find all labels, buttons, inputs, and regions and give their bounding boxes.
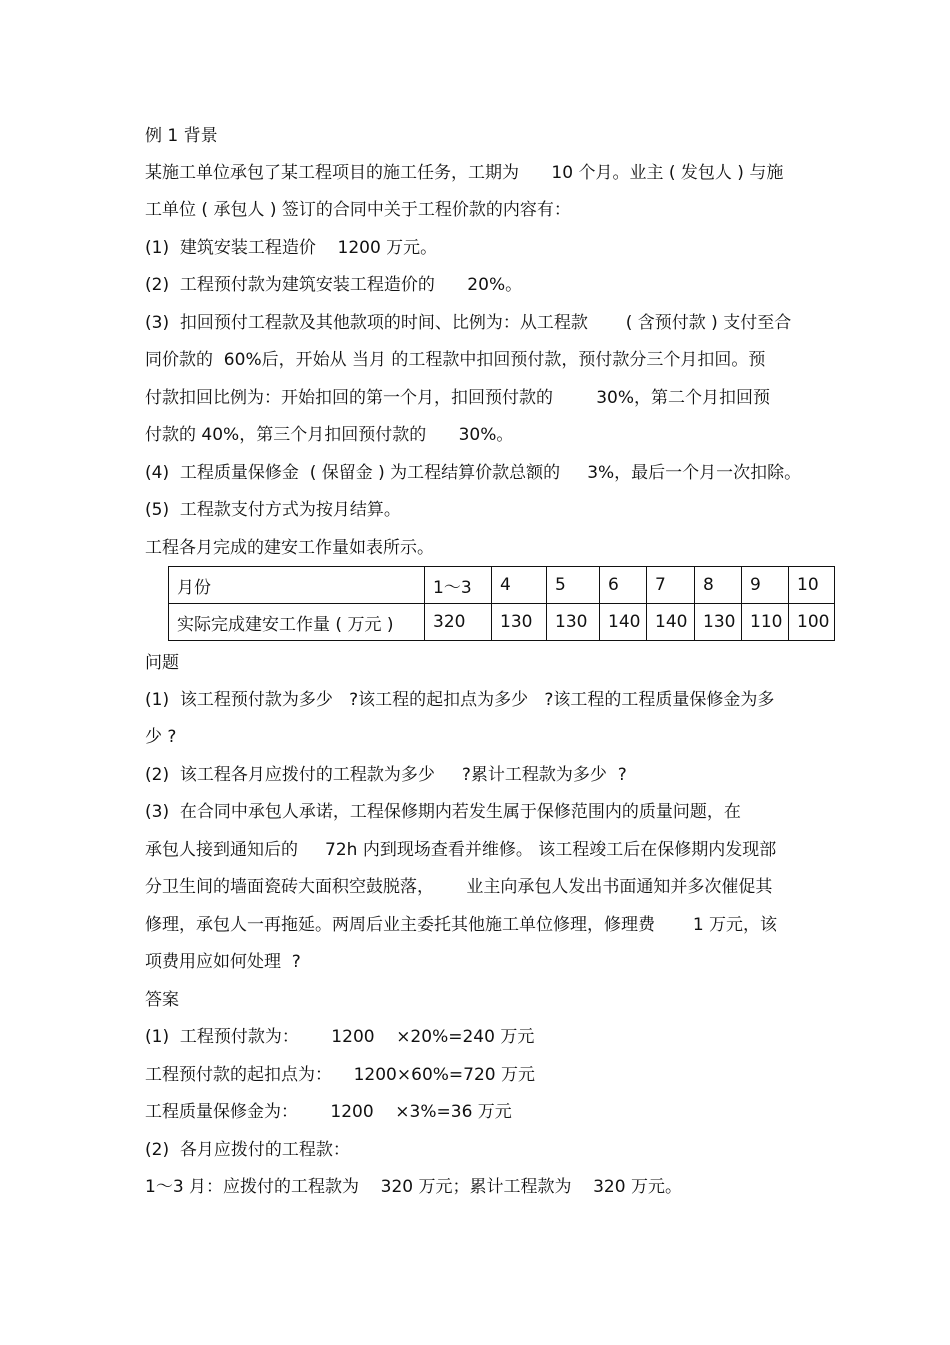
question-line: (1) 该工程预付款为多少 ?该工程的起扣点为多少 ?该工程的工程质量保修金为多 xyxy=(145,690,775,710)
table-cell: 100 xyxy=(789,604,835,641)
table-cell: 6 xyxy=(600,567,647,604)
body-line: 工单位 ( 承包人 ) 签订的合同中关于工程价款的内容有： xyxy=(145,200,571,220)
body-line: (5) 工程款支付方式为按月结算。 xyxy=(145,500,401,520)
table-cell: 130 xyxy=(547,604,600,641)
table-cell: 5 xyxy=(547,567,600,604)
answers-heading: 答案 xyxy=(145,990,179,1010)
body-line: 同价款的 60%后，开始从 当月 的工程款中扣回预付款，预付款分三个月扣回。预 xyxy=(145,350,766,370)
body-line: 付款扣回比例为：开始扣回的第一个月，扣回预付款的 30%，第二个月扣回预 xyxy=(145,388,771,408)
body-line: 工程各月完成的建安工作量如表所示。 xyxy=(145,538,434,558)
answer-line: 工程预付款的起扣点为： 1200×60%=720 万元 xyxy=(145,1065,536,1085)
table-cell: 130 xyxy=(492,604,547,641)
table-cell: 140 xyxy=(647,604,695,641)
table-cell: 9 xyxy=(742,567,789,604)
table-row xyxy=(169,604,835,641)
table-cell: 130 xyxy=(695,604,742,641)
table-cell: 实际完成建安工作量 ( 万元 ) xyxy=(169,604,425,641)
answer-line: 工程质量保修金为： 1200 ×3%=36 万元 xyxy=(145,1102,512,1122)
body-line: (2) 工程预付款为建筑安装工程造价的 20%。 xyxy=(145,275,523,295)
table-cell: 110 xyxy=(742,604,789,641)
section-title: 例 1 背景 xyxy=(145,126,218,146)
table-cell: 1～3 xyxy=(425,567,492,604)
body-line: (4) 工程质量保修金 ( 保留金 ) 为工程结算价款总额的 3%，最后一个月一次扣除。 xyxy=(145,463,802,483)
questions-heading: 问题 xyxy=(145,653,179,673)
table-cell: 8 xyxy=(695,567,742,604)
body-line: 某施工单位承包了某工程项目的施工任务，工期为 10 个月。业主 ( 发包人 ) 与施 xyxy=(145,163,784,183)
table-cell: 月份 xyxy=(169,567,425,604)
question-line: (2) 该工程各月应拨付的工程款为多少 ?累计工程款为多少 ? xyxy=(145,765,627,785)
question-line: 项费用应如何处理 ? xyxy=(145,952,301,972)
table-cell: 140 xyxy=(600,604,647,641)
table-cell: 4 xyxy=(492,567,547,604)
table-cell: 320 xyxy=(425,604,492,641)
answer-line: (1) 工程预付款为： 1200 ×20%=240 万元 xyxy=(145,1027,535,1047)
question-line: 修理，承包人一再拖延。两周后业主委托其他施工单位修理，修理费 1 万元，该 xyxy=(145,915,778,935)
question-line: 少 ? xyxy=(145,727,177,747)
question-line: 分卫生间的墙面瓷砖大面积空鼓脱落， 业主向承包人发出书面通知并多次催促其 xyxy=(145,877,773,897)
table-cell: 7 xyxy=(647,567,695,604)
body-line: 付款的 40%，第三个月扣回预付款的 30%。 xyxy=(145,425,514,445)
table-cell: 10 xyxy=(789,567,835,604)
body-line: (1) 建筑安装工程造价 1200 万元。 xyxy=(145,238,438,258)
question-line: (3) 在合同中承包人承诺，工程保修期内若发生属于保修范围内的质量问题，在 xyxy=(145,802,741,822)
table-header-row xyxy=(169,567,835,604)
answer-line: 1～3 月：应拨付的工程款为 320 万元；累计工程款为 320 万元。 xyxy=(145,1177,682,1197)
question-line: 承包人接到通知后的 72h 内到现场查看并维修。 该工程竣工后在保修期内发现部 xyxy=(145,840,777,860)
body-line: (3) 扣回预付工程款及其他款项的时间、比例为：从工程款 ( 含预付款 ) 支付至合 xyxy=(145,313,792,333)
workload-table xyxy=(168,566,835,641)
answer-line: (2) 各月应拨付的工程款： xyxy=(145,1140,350,1160)
